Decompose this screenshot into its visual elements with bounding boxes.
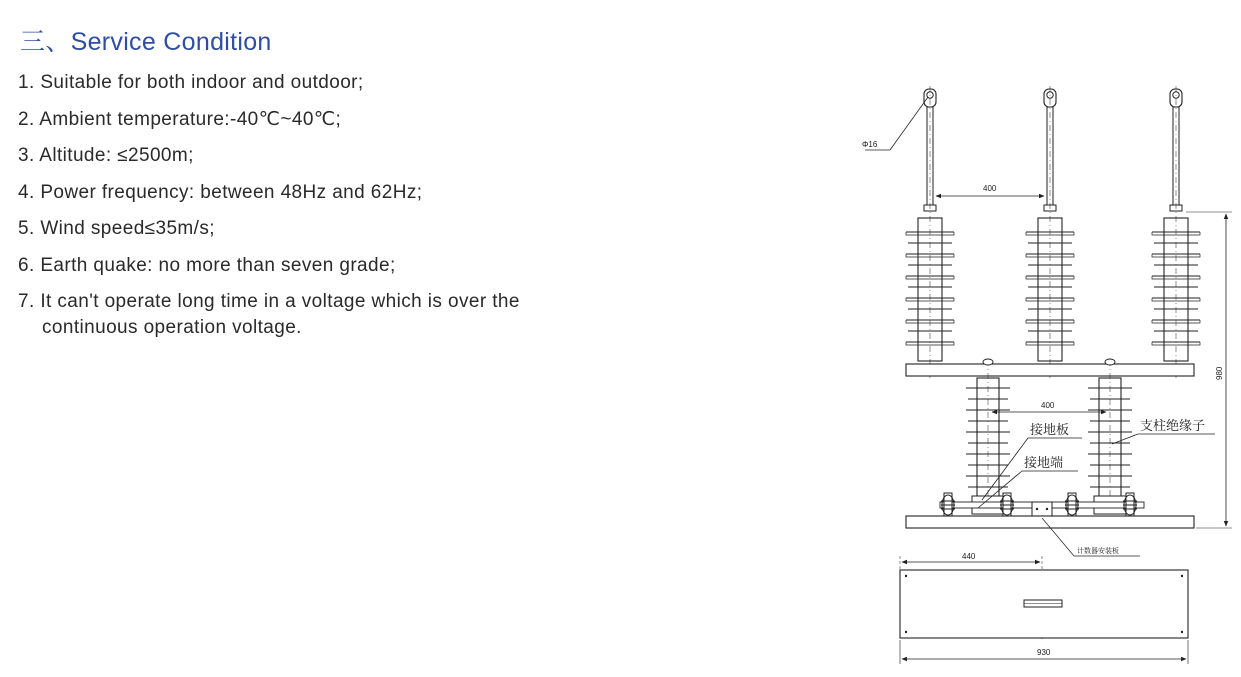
dim-phi16-label: Φ16	[862, 140, 878, 149]
base-bolt	[1065, 493, 1079, 517]
base-plate	[906, 516, 1194, 528]
base-bolt	[941, 493, 955, 517]
condition-item: 3. Altitude: ≤2500m;	[18, 145, 194, 166]
label-post-insulator: 支柱绝缘子	[1140, 418, 1206, 433]
dim-base-offset-label: 440	[962, 552, 976, 561]
condition-item-text: 7. It can't operate long time in a voltage which is over the	[18, 291, 520, 312]
condition-item: 5. Wind speed≤35m/s;	[18, 218, 215, 239]
label-grounding-terminal: 接地端	[1024, 455, 1064, 470]
dim-mid-spacing-label: 400	[1041, 401, 1055, 410]
dim-top-spacing-label: 400	[983, 184, 997, 193]
upper-insulator-left	[906, 218, 954, 361]
condition-item-continuation: continuous operation voltage.	[42, 317, 302, 338]
label-counter-plate: 计数器安装板	[1077, 548, 1119, 555]
upper-insulator-right	[1152, 218, 1200, 361]
section-title: 三、Service Condition	[20, 28, 272, 56]
condition-item: 2. Ambient temperature:-40℃~40℃;	[18, 108, 342, 130]
condition-item: 4. Power frequency: between 48Hz and 62Hz;	[18, 181, 423, 203]
condition-item: 1. Suitable for both indoor and outdoor;	[18, 72, 364, 93]
upper-mounting-plate	[906, 364, 1194, 376]
dim-base-width-label: 930	[1037, 648, 1051, 657]
dim-height-label: 980	[1215, 366, 1224, 380]
upper-insulator-middle	[1026, 218, 1074, 361]
label-grounding-plate: 接地板	[1030, 422, 1070, 437]
counter-mounting-plate	[1032, 502, 1052, 516]
condition-item: 6. Earth quake: no more than seven grade;	[18, 254, 396, 276]
